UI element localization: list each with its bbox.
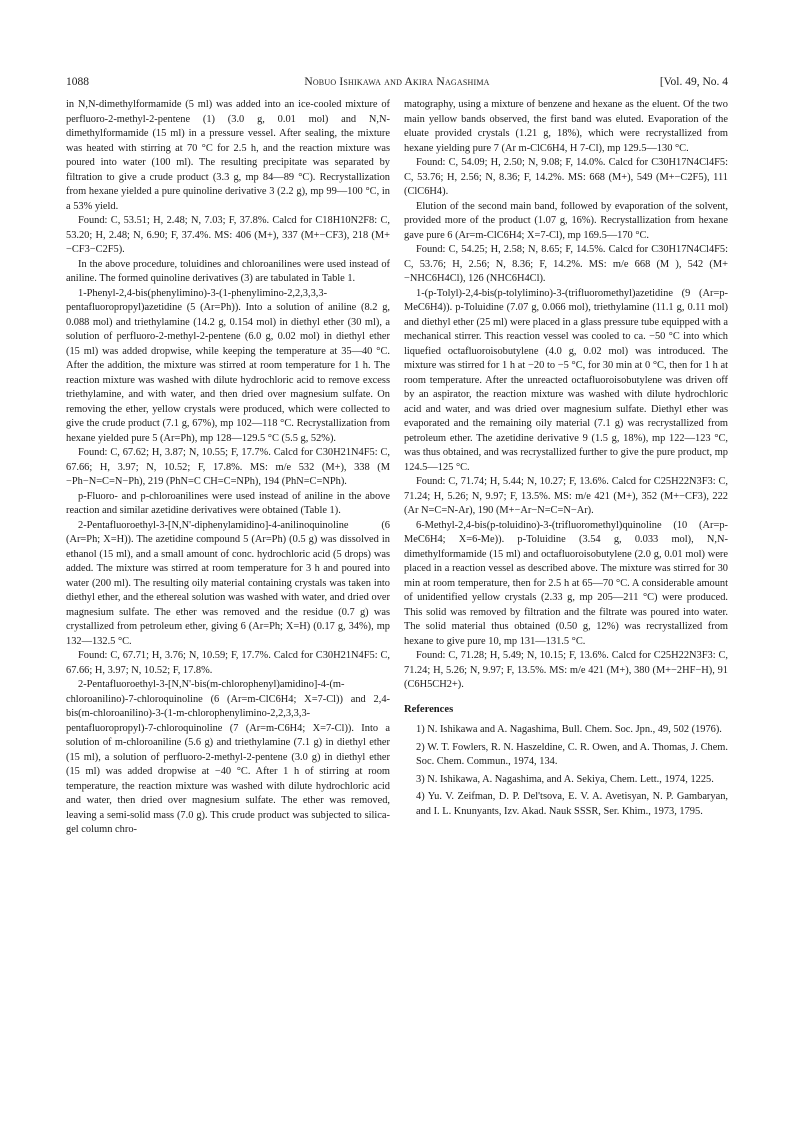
paragraph: p-Fluoro- and p-chloroanilines were used instead of aniline in the above reaction and similar azetidine derivatives were obtained (Table 1).: [66, 490, 390, 516]
volume-info: [Vol. 49, No. 4: [659, 76, 728, 88]
left-column: [66, 98, 390, 838]
running-authors: Nobuo Ishikawa and Akira Nagashima: [304, 76, 490, 88]
reference-item: 2) W. T. Fowlers, R. N. Haszeldine, C. R. Owen, and A. Thomas, J. Chem. Soc. Chem. Commun., 1974, 134.: [416, 741, 728, 767]
paragraph: In the above procedure, toluidines and chloroanilines were used instead of aniline. The formed quinoline derivatives (3) are tabulated in Table 1.: [66, 258, 390, 284]
paragraph: Found: C, 54.25; H, 2.58; N, 8.65; F, 14.5%. Calcd for C30H17N4Cl4F5: C, 53.76; H, 2.56; N, 8.36; F, 14.2%. MS: m/e 668 (M ), 542 (M+−NHC6H4Cl), 126 (NHC6H4Cl).: [404, 244, 728, 284]
paragraph: Found: C, 67.62; H, 3.87; N, 10.55; F, 17.7%. Calcd for C30H21N4F5: C, 67.66; H, 3.97; N, 10.52; F, 17.8%. MS: m/e 532 (M+), 338 (M −Ph−N=C=N−Ph), 219 (PhN=C CH=C=NPh), 194 (PhN=C=NPh).: [66, 447, 390, 487]
paragraph: Found: C, 71.28; H, 5.49; N, 10.15; F, 13.6%. Calcd for C25H22N3F3: C, 71.24; H, 5.26; N, 9.97; F, 13.5%. MS: m/e 421 (M+), 380 (M+−2HF−H), 91 (C6H5CH2+).: [404, 650, 728, 690]
references-list: [404, 723, 728, 819]
paragraph: 2-Pentafluoroethyl-3-[N,N'-bis(m-chlorophenyl)amidino]-4-(m-chloroanilino)-7-chloroquinoline (6 (Ar=m-ClC6H4; X=7-Cl)) and 2,4-bis(m-chloroanilino)-3-(1-m-chlorophenylimino-2,2,3,3,3-pentafluoropropyl)-7-chloroquinoline (7 (Ar=m-C6H4; X=7-Cl)). Into a solution of m-chloroaniline (5.6 g) and triethylamine (7.1 g) in diethyl ether (15 ml), a solution of perfluoro-2-methyl-2-pentene (3.0 g) in diethyl ether (15 ml) was added dropwise at −40 °C. After 1 h of stirring at room temperature, the reaction mixture was washed with dilute hydrochloric acid and water, then dried over magnesium sulfate. The ether was removed, leaving a semi-solid mass (7.0 g). This crude product was subjected to silica-gel column chro-: [66, 679, 390, 835]
paragraph: 2-Pentafluoroethyl-3-[N,N'-diphenylamidino]-4-anilinoquinoline (6 (Ar=Ph; X=H)). The azetidine compound 5 (Ar=Ph) (0.5 g) was dissolved in ethanol (15 ml), and a small amount of conc. hydrochloric acid (5 drops) was added. The mixture was stirred at room temperature for 3 h and poured into water (200 ml). The resulting oily material containing crystals was taken into diethyl ether, and the ethereal solution was washed with water, and dried over magnesium sulfate. The ether was removed and the residue (0.7 g) was crystallized from petroleum ether, giving 6 (Ar=Ph; X=H) (0.17 g, 34%), mp 132—132.5 °C.: [66, 519, 390, 647]
paragraph: Found: C, 54.09; H, 2.50; N, 9.08; F, 14.0%. Calcd for C30H17N4Cl4F5: C, 53.76; H, 2.56; N, 8.36; F, 14.2%. MS: 668 (M+), 549 (M+−C2F5), 111 (ClC6H4).: [404, 157, 728, 197]
paragraph: in N,N-dimethylformamide (5 ml) was added into an ice-cooled mixture of perfluoro-2-methyl-2-pentene (1) (3.0 g, 0.01 mol) and N,N-dimethylformamide (15 ml) in a pressure vessel. After sealing, the mixture was heated with stirring at 70 °C for 2.5 h, and the reaction mixture was poured into water (100 ml). The resulting precipitate was separated by filtration to give a crude product (3.3 g, mp 84—89 °C). Recrystallization from hexane yielded a pure quinoline derivative 3 (2.2 g), mp 99—100 °C, in a 53% yield.: [66, 99, 390, 212]
paragraph: Found: C, 71.74; H, 5.44; N, 10.27; F, 13.6%. Calcd for C25H22N3F3: C, 71.24; H, 5.26; N, 9.97; F, 13.5%. MS: m/e 421 (M+), 352 (M+−CF3), 222 (Ar N=C=N-Ar), 190 (M+−Ar−N=C=N−Ar).: [404, 476, 728, 516]
page-number: 1088: [66, 76, 89, 88]
page-header: [66, 76, 728, 92]
paragraph: 6-Methyl-2,4-bis(p-toluidino)-3-(trifluoromethyl)quinoline (10 (Ar=p-MeC6H4; X=6-Me)). p-Toluidine (3.54 g, 0.033 mol), N,N-dimethylformamide (15 ml) and octafluoroisobutylene (2.0 g, 0.01 mol) were placed in a reaction vessel as described above. The mixture was stirred for 30 min at room temperature, then for 2.5 h at 65—70 °C. A considerable amount of unidentified yellow crystals (2.33 g, mp 205—211 °C) were produced. This solid was removed by filtration and the filtrate was poured into water. The solid material thus obtained (0.50 g, 12%) was recrystallized from hexane to give pure 10, mp 131—131.5 °C.: [404, 519, 728, 647]
paragraph: 1-(p-Tolyl)-2,4-bis(p-tolylimino)-3-(trifluoromethyl)azetidine (9 (Ar=p-MeC6H4)). p-Toluidine (7.07 g, 0.066 mol), triethylamine (11.1 g, 0.11 mol) and diethyl ether (25 ml) were placed in a glass pressure tube equipped with a mechanical stirrer. This reaction vessel was cooled to ca. −50 °C into which liquefied octafluoroisobutylene (4.0 g, 0.02 mol) was introduced. The mixture was stirred for 1 h at −20 to −5 °C, for 30 min at 0 °C, then for 1 h at room temperature. After the unreacted octafluoroisobutylene was driven off by an aspirator, the reaction mixture was washed with dilute hydrochloric acid and water, and was dried over magnesium sulfate. Diethyl ether was evaporated and the remaining oily material (7.1 g) was recrystallized from petroleum ether. The azetidine derivative 9 (1.5 g, 18%), mp 122—123 °C, was thus obtained, and was recrystallized further to give the pure product, mp 124.5—125 °C.: [404, 287, 728, 473]
references-heading: References: [404, 703, 454, 715]
paragraph: Found: C, 53.51; H, 2.48; N, 7.03; F, 37.8%. Calcd for C18H10N2F8: C, 53.20; H, 2.48; N, 6.90; F, 37.4%. MS: 406 (M+), 337 (M+−CF3), 218 (M+−CF3−C2F5).: [66, 215, 390, 255]
paragraph: Found: C, 67.71; H, 3.76; N, 10.59; F, 17.7%. Calcd for C30H21N4F5: C, 67.66; H, 3.97; N, 10.52; F, 17.8%.: [66, 650, 390, 676]
reference-item: 4) Yu. V. Zeifman, D. P. Del'tsova, E. V. A. Avetisyan, N. P. Gambaryan, and I. L. Knunyants, Izv. Akad. Nauk SSSR, Ser. Khim., 1973, 1795.: [416, 791, 728, 817]
reference-item: 1) N. Ishikawa and A. Nagashima, Bull. Chem. Soc. Jpn., 49, 502 (1976).: [416, 724, 722, 735]
reference-item: 3) N. Ishikawa, A. Nagashima, and A. Sekiya, Chem. Lett., 1974, 1225.: [416, 773, 714, 785]
paragraph: Elution of the second main band, followed by evaporation of the solvent, provided more of the product (1.07 g, 16%). Recrystallization from hexane gave pure 6 (Ar=m-ClC6H4; X=7-Cl), mp 169.5—170 °C.: [404, 200, 728, 241]
paragraph: matography, using a mixture of benzene and hexane as the eluent. Of the two main yellow bands observed, the first band was eluted. Evaporation of the eluate provided crystals (1.21 g, 18%), which were recrystallized from hexane yielding pure 7 (Ar m-ClC6H4, H 7-Cl), mp 129.5—130 °C.: [404, 99, 728, 154]
paragraph: 1-Phenyl-2,4-bis(phenylimino)-3-(1-phenylimino-2,2,3,3,3-pentafluoropropyl)azetidine (5 (Ar=Ph)). Into a solution of aniline (8.2 g, 0.088 mol) and triethylamine (14.2 g, 0.154 mol) in diethyl ether (30 ml), a solution of perfluoro-2-methyl-2-pentene (6.0 g, 0.02 mol) in diethyl ether (15 ml) was added dropwise, while keeping the temperature at 35—40 °C. After the addition, the mixture was stirred at room temperature for 1 h. The reaction mixture was washed with dilute hydrochloric acid to remove excess triethylamine, and with water, and then dried over magnesium sulfate. On removing the ether, yellow crystals were produced, which were collected to give the crude product (7.1 g, 67%), mp 102—118 °C. Recrystallization from hexane yielded pure 5 (Ar=Ph), mp 128—129.5 °C (5.5 g, 52%).: [66, 287, 390, 444]
right-column-body: [404, 98, 728, 693]
right-column: [404, 98, 728, 819]
